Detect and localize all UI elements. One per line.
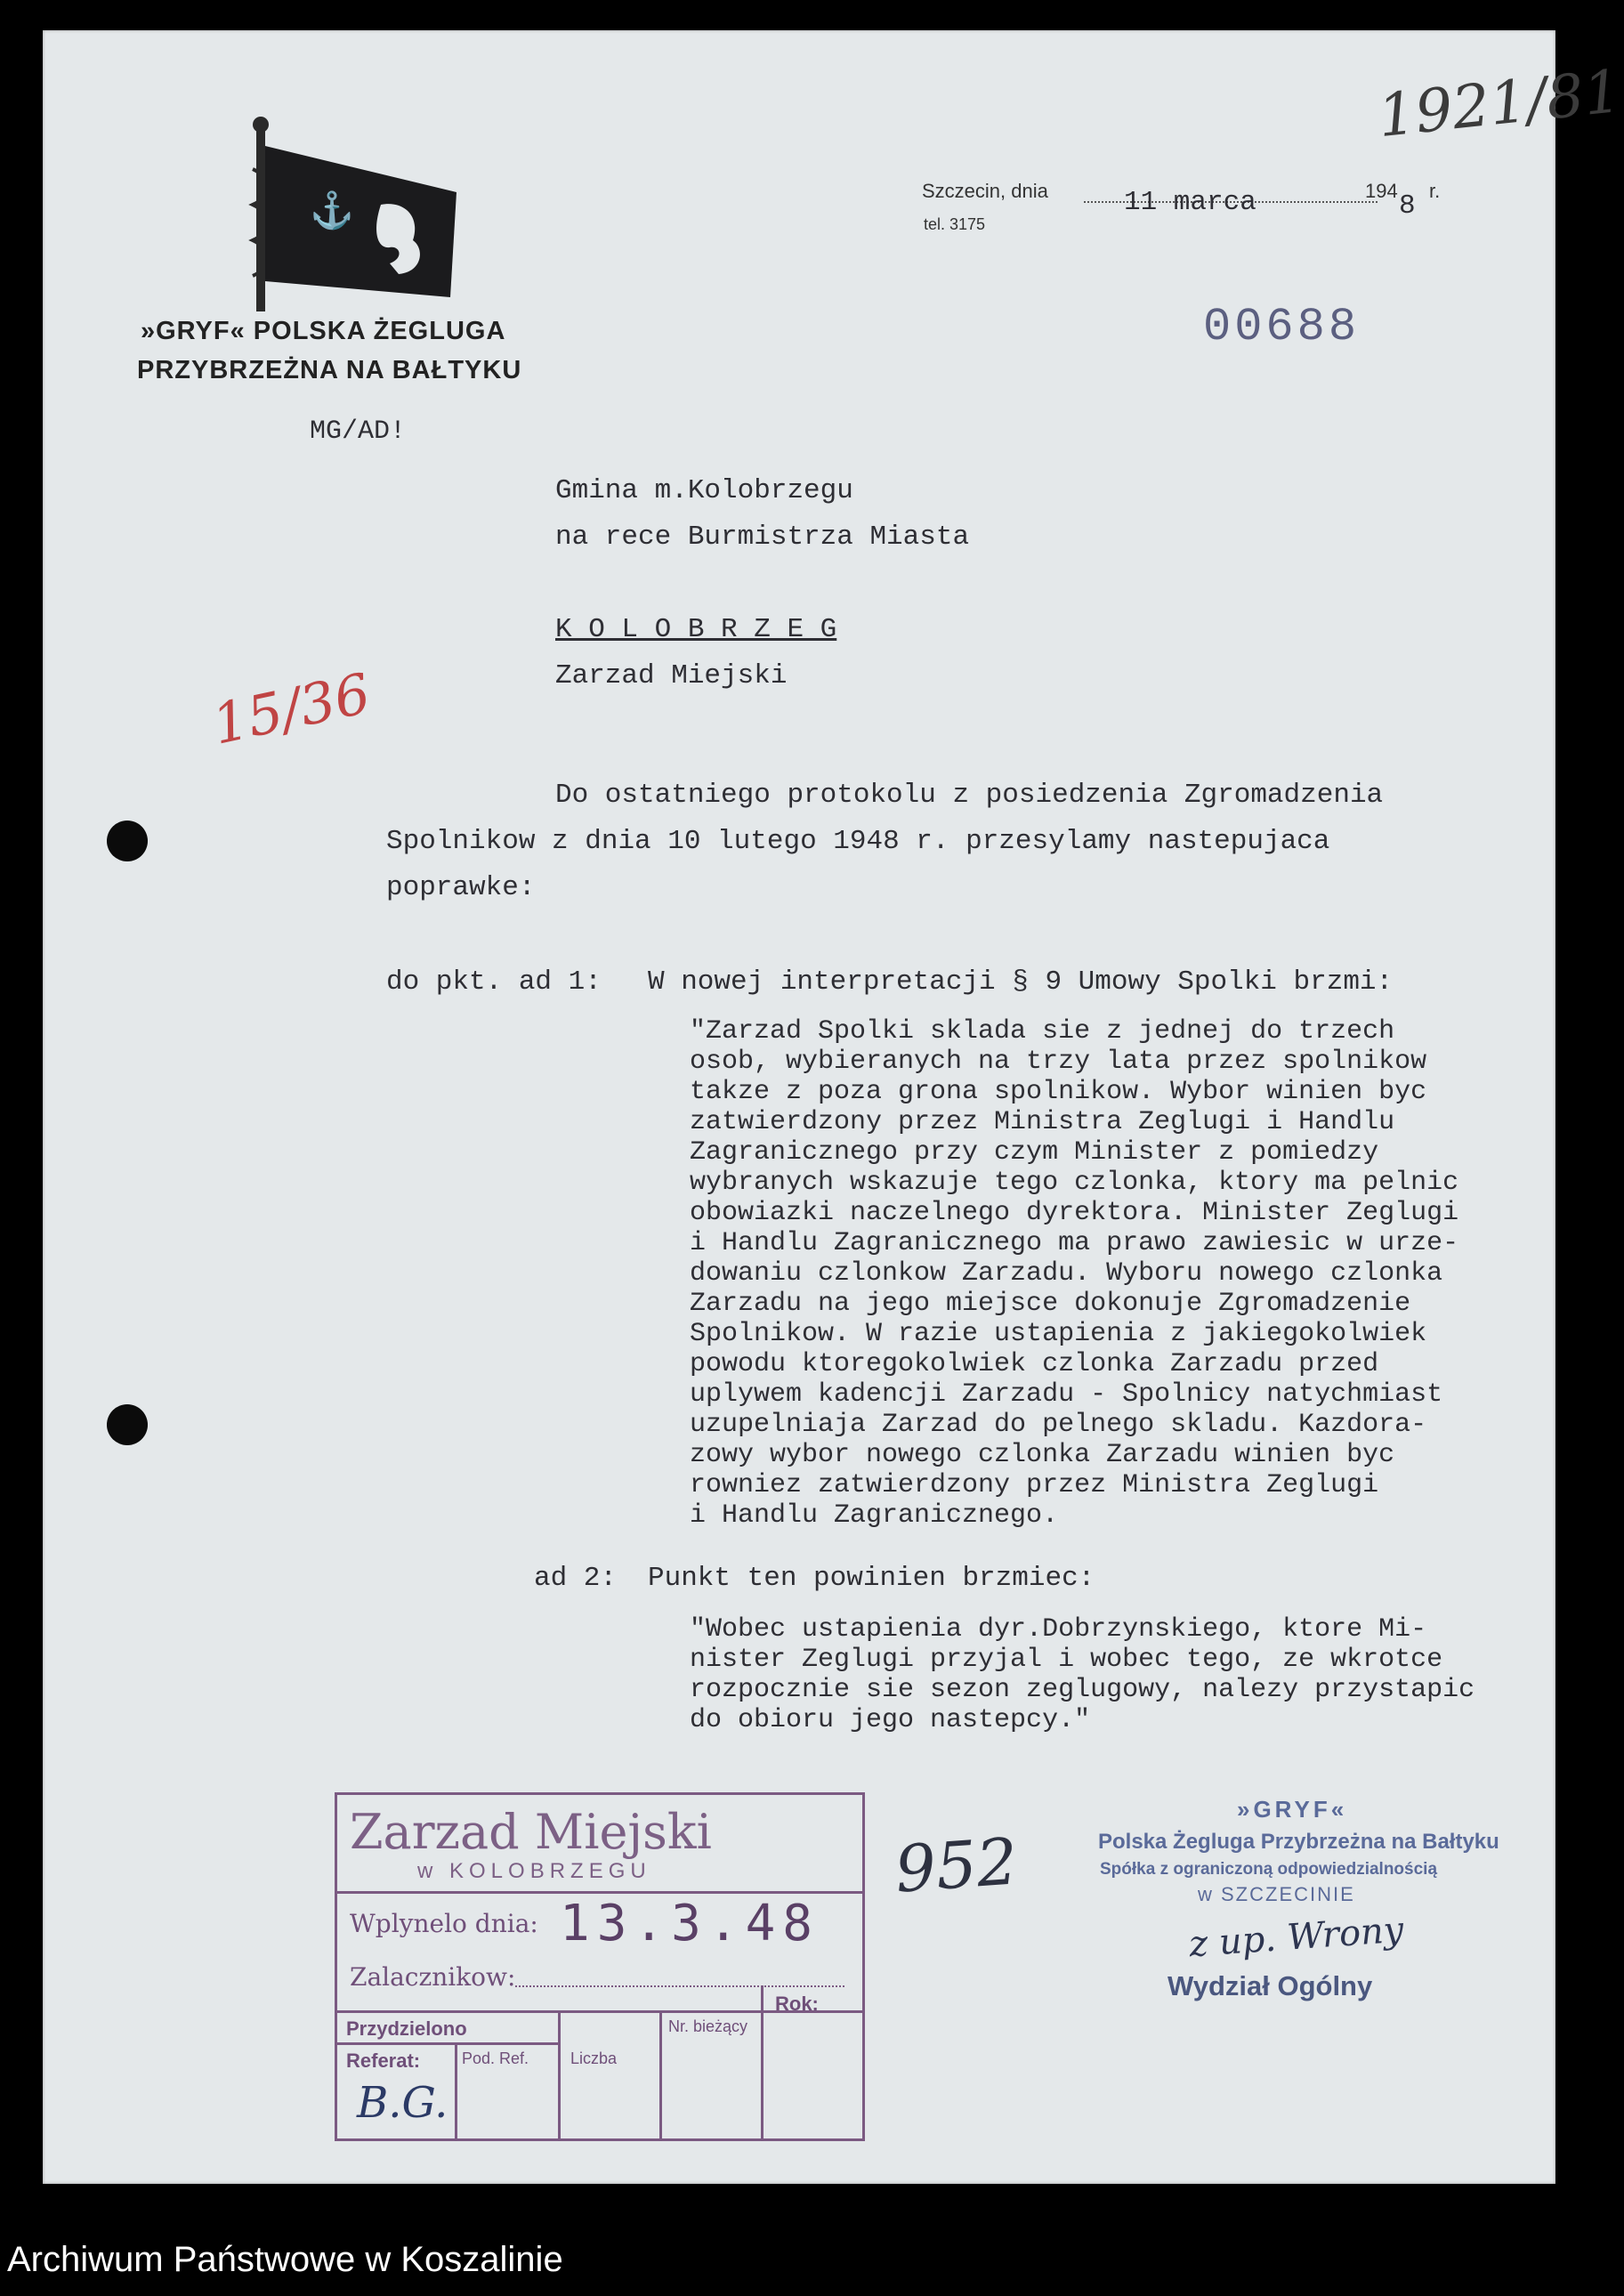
received-stamp-subtitle: w KOLOBRZEGU xyxy=(417,1859,651,1883)
date-prefix: Szczecin, dnia xyxy=(922,180,1048,202)
stamp-column-line xyxy=(558,2010,561,2138)
item2-body-line: do obioru jego nastepcy." xyxy=(690,1705,1091,1735)
item2-body-line: rozpocznie sie sezon zeglugowy, nalezy przystapic xyxy=(690,1675,1475,1705)
item2-body-line: nister Zeglugi przyjal i wobec tego, ze wkrotce xyxy=(690,1645,1443,1675)
gryf-flag-logo xyxy=(247,116,479,338)
company-stamp-line3: Spółka z ograniczoną odpowiedzialnością xyxy=(1100,1860,1438,1879)
recipient-line1: Gmina m.Kolobrzegu xyxy=(555,475,853,506)
department-stamp: Wydział Ogólny xyxy=(1168,1970,1373,2001)
referat-label: Referat: xyxy=(346,2049,421,2072)
telephone: tel. 3175 xyxy=(924,215,986,233)
item1-body-line: powodu ktoregokolwiek czlonka Zarzadu przed xyxy=(690,1349,1379,1379)
col-nr: Nr. bieżący xyxy=(668,2017,748,2035)
item1-body-line: zowy wybor nowego czlonka Zarzadu winien byc xyxy=(690,1440,1395,1470)
item1-body-line: uplywem kadencji Zarzadu - Spolnicy natychmiast xyxy=(690,1379,1443,1410)
year-r: r. xyxy=(1429,180,1441,202)
col-liczba: Liczba xyxy=(570,2049,618,2067)
item2-heading: Punkt ten powinien brzmiec: xyxy=(648,1563,1095,1594)
archive-number: 1921/81 xyxy=(1374,56,1624,151)
stamp-divider xyxy=(337,1891,862,1894)
margin-note: 15/36 xyxy=(206,660,376,757)
document-number-stamp: 00688 xyxy=(1203,301,1361,353)
stamp-initials: B.G. xyxy=(357,2078,448,2128)
col-podref: Pod. Ref. xyxy=(462,2049,529,2067)
item1-body-line: osob, wybieranych na trzy lata przez spolnikow xyxy=(690,1047,1427,1077)
received-stamp-title: Zarzad Miejski xyxy=(350,1804,712,1860)
item1-body-line: wybranych wskazuje tego czlonka, ktory ma pelnic xyxy=(690,1168,1459,1198)
received-date: 13.3.48 xyxy=(560,1895,820,1952)
archive-footer: Archiwum Państwowe w Koszalinie xyxy=(0,2223,1588,2296)
company-name-line2: PRZYBRZEŻNA NA BAŁTYKU xyxy=(137,356,522,384)
recipient-line2: na rece Burmistrza Miasta xyxy=(555,521,970,553)
year-suffix: 8 xyxy=(1399,190,1416,222)
item1-body-line: rowniez zatwierdzony przez Ministra Zeglugi xyxy=(690,1470,1379,1500)
punch-hole xyxy=(107,821,148,861)
item1-body-line: uzupelniaja Zarzad do pelnego skladu. Kazdora- xyxy=(690,1410,1427,1440)
col-rok: Rok: xyxy=(775,1993,819,2015)
item2-label: ad 2: xyxy=(534,1563,618,1594)
letter-page xyxy=(43,30,1624,2184)
handwritten-number: 952 xyxy=(893,1823,1021,1907)
stamp-column-line xyxy=(659,2010,662,2138)
date-value: 11 marca xyxy=(1124,187,1256,218)
stamp-column-line xyxy=(761,1985,764,2138)
item1-body-line: dowaniu czlonkow Zarzadu. Wyboru nowego czlonka xyxy=(690,1258,1443,1289)
item1-body-line: "Zarzad Spolki sklada sie z jednej do trzech xyxy=(690,1016,1395,1047)
attachments-dotted-line xyxy=(515,1985,844,1987)
intro-line2: Spolnikow z dnia 10 lutego 1948 r. przesylamy nastepujaca xyxy=(386,826,1330,857)
item1-body-line: Zarzadu na jego miejsce dokonuje Zgromadzenie xyxy=(690,1289,1411,1319)
item1-body-line: takze z poza grona spolnikow. Wybor winien byc xyxy=(690,1077,1427,1107)
item1-heading: W nowej interpretacji § 9 Umowy Spolki brzmi: xyxy=(648,966,1394,998)
attachments-label: Zalacznikow: xyxy=(350,1962,516,1992)
intro-line3: poprawke: xyxy=(386,872,536,903)
year-prefix: 194 xyxy=(1365,180,1398,202)
stamp-column-line xyxy=(455,2042,457,2138)
company-stamp-line2: Polska Żegluga Przybrzeżna na Bałtyku xyxy=(1098,1830,1499,1854)
item1-body-line: Spolnikow. W razie ustapienia z jakiegokolwiek xyxy=(690,1319,1427,1349)
item1-body-line: Zagranicznego przy czym Minister z pomiedzy xyxy=(690,1137,1379,1168)
item1-body-line: i Handlu Zagranicznego. xyxy=(690,1500,1059,1531)
punch-hole xyxy=(107,1404,148,1445)
item2-body-line: "Wobec ustapienia dyr.Dobrzynskiego, ktore Mi- xyxy=(690,1614,1427,1645)
company-stamp-line4: w SZCZECINIE xyxy=(1198,1883,1355,1905)
signature: z up. Wrony xyxy=(1187,1909,1405,1966)
received-label: Wplynelo dnia: xyxy=(350,1909,538,1938)
company-name-line1: »GRYF« POLSKA ŻEGLUGA xyxy=(141,317,506,345)
item1-body-line: zatwierdzony przez Ministra Zeglugi i Handlu xyxy=(690,1107,1395,1137)
received-stamp xyxy=(335,1792,865,2141)
item1-label: do pkt. ad 1: xyxy=(386,966,602,998)
svg-text:⚓: ⚓ xyxy=(310,190,354,231)
recipient-city: K O L O B R Z E G xyxy=(555,614,837,645)
item1-body-line: obowiazki naczelnego dyrektora. Minister Zeglugi xyxy=(690,1198,1459,1228)
reference-code: MG/AD! xyxy=(310,416,407,447)
item1-body-line: i Handlu Zagranicznego ma prawo zawiesic w urze- xyxy=(690,1228,1459,1258)
recipient-line4: Zarzad Miejski xyxy=(555,660,788,691)
stamp-divider xyxy=(337,2042,558,2045)
intro-line1: Do ostatniego protokolu z posiedzenia Zgromadzenia xyxy=(555,780,1384,811)
company-stamp-line1: »GRYF« xyxy=(1237,1796,1348,1823)
assigned-label: Przydzielono xyxy=(346,2017,467,2040)
